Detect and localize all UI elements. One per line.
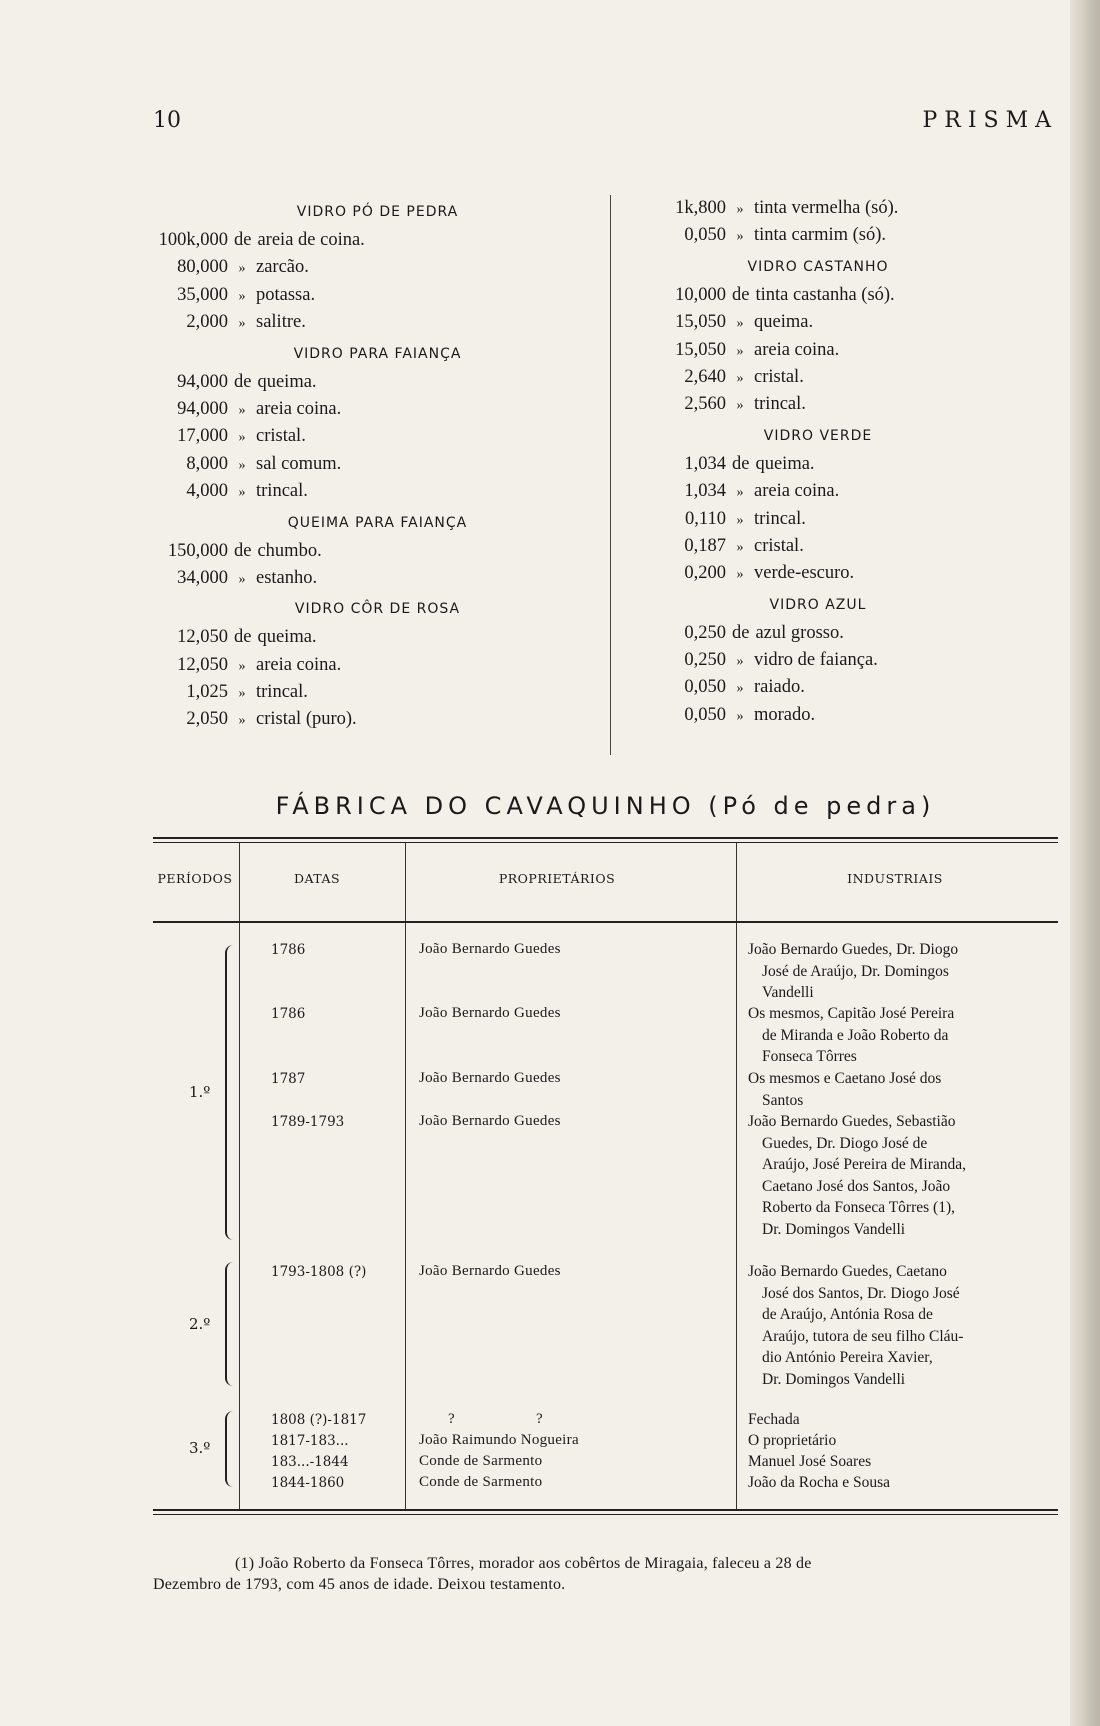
recipe-ingredient: trincal. <box>256 481 308 502</box>
industrials-line: João Bernardo Guedes, Dr. Diogo <box>748 941 959 958</box>
recipe-separator: » <box>736 539 744 555</box>
recipe-separator: » <box>238 686 246 702</box>
table-cell-industrials <box>748 1261 1058 1390</box>
recipe-quantity: 34,000 <box>177 567 228 588</box>
industrials-line: O proprietário <box>748 1432 837 1449</box>
recipe-ingredient: areia coina. <box>754 339 840 360</box>
recipe-line <box>648 222 988 249</box>
recipe-quantity: 94,000 <box>177 398 228 419</box>
recipe-quantity: 12,050 <box>177 627 228 648</box>
table-cell-date: 1808 (?)-1817 <box>271 1412 367 1428</box>
recipe-line <box>648 337 988 364</box>
header-periods: PERÍODOS <box>157 871 233 886</box>
recipe-title: VIDRO CASTANHO <box>747 258 889 275</box>
recipe-line <box>150 423 605 450</box>
recipe-title: VIDRO PÓ DE PEDRA <box>296 204 459 220</box>
recipe-quantity: 2,560 <box>684 394 726 415</box>
recipe-separator: » <box>238 402 246 418</box>
recipe-ingredient: azul grosso. <box>755 622 844 643</box>
column-divider <box>239 923 240 1509</box>
period-label: 1.º <box>189 1083 211 1101</box>
recipe-quantity: 80,000 <box>177 257 228 278</box>
recipe-ingredient: potassa. <box>256 284 316 305</box>
table-cell-date: 183...-1844 <box>271 1454 349 1470</box>
recipe-separator: » <box>238 658 246 674</box>
industrials-line: Santos <box>762 1091 804 1109</box>
industrials-line: Os mesmos, Capitão José Pereira <box>748 1005 955 1022</box>
recipe-quantity: 0,050 <box>684 677 726 698</box>
table-cell-owner: Conde de Sarmento <box>419 1474 543 1490</box>
table-cell-industrials <box>748 1068 1058 1111</box>
industrials-line: Guedes, Dr. Diogo José de <box>762 1134 928 1152</box>
column-divider <box>405 923 406 1509</box>
industrials-line: Manuel José Soares <box>748 1453 872 1470</box>
recipe-ingredient: cristal. <box>256 426 306 447</box>
industrials-line: de Araújo, Antónia Rosa de <box>762 1306 933 1323</box>
table-cell-date: 1844-1860 <box>271 1475 345 1491</box>
table-cell-owner: João Raimundo Nogueira <box>419 1432 579 1448</box>
table-cell-industrials <box>748 1111 1058 1240</box>
recipe-quantity: 1,034 <box>684 453 726 474</box>
recipe-separator: » <box>736 654 744 670</box>
recipe-ingredient: raiado. <box>754 677 805 698</box>
table-cell-date: 1787 <box>271 1071 306 1087</box>
column-divider <box>736 923 737 1509</box>
recipe-title: VIDRO VERDE <box>763 427 873 444</box>
recipe-ingredient: salitre. <box>256 312 306 333</box>
recipe-ingredient: verde-escuro. <box>754 563 855 584</box>
recipe-separator: » <box>238 485 246 501</box>
recipe-title: VIDRO AZUL <box>769 596 867 613</box>
industrials-line: Os mesmos e Caetano José dos <box>748 1070 942 1087</box>
recipe-line <box>648 674 988 701</box>
recipe-separator: » <box>736 708 744 724</box>
recipe-ingredient: trincal. <box>256 682 308 703</box>
recipe-ingredient: queima. <box>257 371 317 392</box>
recipe-line <box>150 309 605 336</box>
recipe-quantity: 1,034 <box>684 481 726 502</box>
table-cell-owner: João Bernardo Guedes <box>419 1113 561 1129</box>
recipe-ingredient: queima. <box>754 312 814 333</box>
industrials-line: Fechada <box>748 1411 800 1428</box>
recipe-quantity: 2,050 <box>186 709 228 730</box>
recipe-line <box>648 451 988 478</box>
recipe-separator: » <box>736 398 744 414</box>
recipe-line <box>648 506 988 533</box>
recipe-quantity: 0,110 <box>685 508 726 529</box>
recipe-separator: » <box>238 571 246 587</box>
recipe-separator: » <box>238 457 246 473</box>
recipe-quantity: 0,050 <box>684 225 726 246</box>
industrials-line: João Bernardo Guedes, Caetano <box>748 1263 947 1280</box>
header-divider <box>239 843 240 921</box>
period-label: 3.º <box>189 1439 211 1457</box>
recipe-line <box>150 652 605 679</box>
table-cell-date: 1793-1808 (?) <box>271 1264 367 1280</box>
recipe-quantity: 4,000 <box>186 481 228 502</box>
industrials-line: José de Araújo, Dr. Domingos <box>762 962 949 980</box>
recipe-ingredient: vidro de faiança. <box>754 650 878 671</box>
table-cell-industrials <box>748 1409 1058 1431</box>
recipe-line <box>150 565 605 592</box>
recipe-ingredient: tinta carmim (só). <box>754 225 887 246</box>
recipe-title: VIDRO CÔR DE ROSA <box>294 601 461 618</box>
recipe-line <box>648 282 988 309</box>
recipe-ingredient: cristal (puro). <box>256 709 357 730</box>
recipe-ingredient: trincal. <box>754 508 806 529</box>
table-cell-industrials <box>748 939 1058 1004</box>
recipe-separator: de <box>234 230 252 250</box>
recipe-ingredient: queima. <box>755 453 815 474</box>
header-dates: DATAS <box>293 871 341 886</box>
recipe-separator: » <box>736 370 744 386</box>
recipe-quantity: 100k,000 <box>158 230 228 250</box>
glass-recipes <box>150 195 980 765</box>
header-divider <box>405 843 406 921</box>
recipe-quantity: 1k,800 <box>675 198 726 218</box>
recipe-separator: » <box>238 316 246 332</box>
recipe-separator: de <box>234 540 252 561</box>
recipe-separator: de <box>234 371 252 392</box>
recipe-quantity: 0,250 <box>684 650 726 671</box>
recipe-ingredient: chumbo. <box>257 540 322 561</box>
table-cell-industrials <box>748 1430 1058 1452</box>
recipes-right-column <box>648 195 988 729</box>
recipe-ingredient: areia coina. <box>256 398 342 419</box>
table-cell-owner: ? ? <box>448 1411 543 1427</box>
recipe-separator: » <box>238 288 246 304</box>
recipe-title: VIDRO PARA FAIANÇA <box>293 345 462 362</box>
column-divider <box>610 195 611 755</box>
recipe-line <box>150 706 605 733</box>
recipe-ingredient: tinta vermelha (só). <box>754 198 899 218</box>
table-cell-owner: João Bernardo Guedes <box>419 941 561 957</box>
recipe-separator: de <box>732 284 750 305</box>
recipe-quantity: 2,000 <box>186 312 228 333</box>
table-body <box>153 923 1058 1509</box>
recipe-title: QUEIMA PARA FAIANÇA <box>287 514 468 531</box>
period-brace <box>225 1262 237 1386</box>
recipe-separator: de <box>732 453 750 474</box>
recipe-ingredient: queima. <box>257 627 317 648</box>
table-cell-owner: João Bernardo Guedes <box>419 1070 561 1086</box>
recipe-separator: » <box>238 430 246 446</box>
recipe-line <box>150 538 605 565</box>
recipe-line <box>648 364 988 391</box>
recipe-line <box>648 533 988 560</box>
recipe-separator: de <box>234 627 252 648</box>
table-cell-date: 1786 <box>271 942 306 958</box>
recipe-separator: » <box>736 202 744 217</box>
recipe-separator: » <box>736 229 744 245</box>
recipe-quantity: 2,640 <box>684 366 726 387</box>
recipe-separator: » <box>736 512 744 528</box>
recipe-line <box>648 560 988 587</box>
recipes-left-column <box>150 195 605 734</box>
industrials-line: de Miranda e João Roberto da <box>762 1026 949 1044</box>
industrials-line: Vandelli <box>762 984 814 1001</box>
recipe-quantity: 15,050 <box>675 312 726 333</box>
recipe-line <box>648 702 988 729</box>
recipe-separator: » <box>736 681 744 697</box>
recipe-quantity: 10,000 <box>675 284 726 305</box>
page-number: 10 <box>153 108 181 133</box>
recipe-quantity: 0,187 <box>684 535 726 556</box>
period-label: 2.º <box>189 1315 211 1333</box>
recipe-quantity: 1,025 <box>186 682 228 703</box>
recipe-quantity: 35,000 <box>177 284 228 305</box>
factory-title: FÁBRICA DO CAVAQUINHO (Pó de pedra) <box>275 792 936 820</box>
running-head: PRISMA <box>922 108 1058 133</box>
recipe-ingredient: areia de coina. <box>257 230 365 250</box>
table-cell-date: 1789-1793 <box>271 1114 345 1130</box>
recipe-quantity: 12,050 <box>177 654 228 675</box>
recipe-ingredient: trincal. <box>754 394 806 415</box>
footnote-line: Dezembro de 1793, com 45 anos de idade. Deixou testamento. <box>153 1576 566 1593</box>
industrials-line: Fonseca Tôrres <box>762 1048 857 1065</box>
recipe-line <box>150 451 605 478</box>
industrials-line: Dr. Domingos Vandelli <box>762 1370 906 1388</box>
industrials-line: Caetano José dos Santos, João <box>762 1177 951 1195</box>
recipe-quantity: 0,250 <box>684 622 726 643</box>
footnote-line: (1) João Roberto da Fonseca Tôrres, morador aos cobêrtos de Miragaia, faleceu a 28 de <box>235 1555 812 1572</box>
recipe-ingredient: cristal. <box>754 535 804 556</box>
recipe-line <box>150 282 605 309</box>
recipe-quantity: 150,000 <box>167 540 228 561</box>
period-brace <box>225 945 237 1240</box>
industrials-line: Araújo, José Pereira de Miranda, <box>762 1156 967 1173</box>
factory-table <box>153 837 1058 1515</box>
recipe-line <box>150 624 605 651</box>
industrials-line: dio António Pereira Xavier, <box>762 1349 933 1366</box>
recipe-separator: » <box>736 485 744 501</box>
industrials-line: João Bernardo Guedes, Sebastião <box>748 1113 956 1130</box>
table-cell-date: 1817-183... <box>271 1433 349 1449</box>
recipe-quantity: 0,050 <box>684 704 726 725</box>
recipe-ingredient: sal comum. <box>256 453 342 474</box>
recipe-ingredient: areia coina. <box>754 481 840 502</box>
recipe-line <box>648 309 988 336</box>
recipe-separator: » <box>736 316 744 332</box>
industrials-line: Roberto da Fonseca Tôrres (1), <box>762 1199 955 1216</box>
table-cell-industrials <box>748 1451 1058 1473</box>
recipe-separator: » <box>238 713 246 729</box>
recipe-quantity: 8,000 <box>186 453 228 474</box>
header-divider <box>736 843 737 921</box>
page-edge-shadow <box>1070 0 1100 1726</box>
recipe-separator: » <box>238 261 246 277</box>
header-industrials: INDUSTRIAIS <box>847 871 943 886</box>
recipe-quantity: 94,000 <box>177 371 228 392</box>
page-header <box>153 108 1058 138</box>
table-cell-owner: João Bernardo Guedes <box>419 1005 561 1021</box>
recipe-line <box>648 391 988 418</box>
recipe-ingredient: zarcão. <box>256 257 309 278</box>
recipe-ingredient: areia coina. <box>256 654 342 675</box>
recipe-line <box>150 369 605 396</box>
recipe-line <box>150 254 605 281</box>
recipe-line <box>150 227 605 254</box>
table-cell-owner: João Bernardo Guedes <box>419 1263 561 1279</box>
recipe-separator: de <box>732 622 750 643</box>
recipe-ingredient: morado. <box>754 704 816 725</box>
recipe-line <box>648 195 988 222</box>
table-cell-industrials <box>748 1472 1058 1494</box>
recipe-line <box>150 478 605 505</box>
header-owners: PROPRIETÁRIOS <box>498 871 616 886</box>
recipe-separator: » <box>736 567 744 583</box>
recipe-line <box>648 478 988 505</box>
industrials-line: José dos Santos, Dr. Diogo José <box>762 1284 960 1302</box>
recipe-line <box>648 620 988 647</box>
table-cell-date: 1786 <box>271 1006 306 1022</box>
recipe-separator: » <box>736 343 744 359</box>
recipe-quantity: 17,000 <box>177 426 228 447</box>
recipe-ingredient: cristal. <box>754 366 804 387</box>
recipe-ingredient: estanho. <box>256 567 318 588</box>
recipe-quantity: 15,050 <box>675 339 726 360</box>
table-cell-owner: Conde de Sarmento <box>419 1453 543 1469</box>
recipe-line <box>150 396 605 423</box>
period-brace <box>225 1411 237 1487</box>
recipe-quantity: 0,200 <box>684 563 726 584</box>
industrials-line: Dr. Domingos Vandelli <box>762 1220 906 1238</box>
industrials-line: João da Rocha e Sousa <box>748 1474 891 1491</box>
industrials-line: Araújo, tutora de seu filho Cláu- <box>762 1327 964 1345</box>
table-cell-industrials <box>748 1003 1058 1068</box>
recipe-ingredient: tinta castanha (só). <box>755 284 895 305</box>
recipe-line <box>150 679 605 706</box>
recipe-line <box>648 647 988 674</box>
footnote <box>153 1553 1058 1595</box>
table-bottom-rule <box>153 1509 1058 1515</box>
table-header <box>153 843 1058 921</box>
